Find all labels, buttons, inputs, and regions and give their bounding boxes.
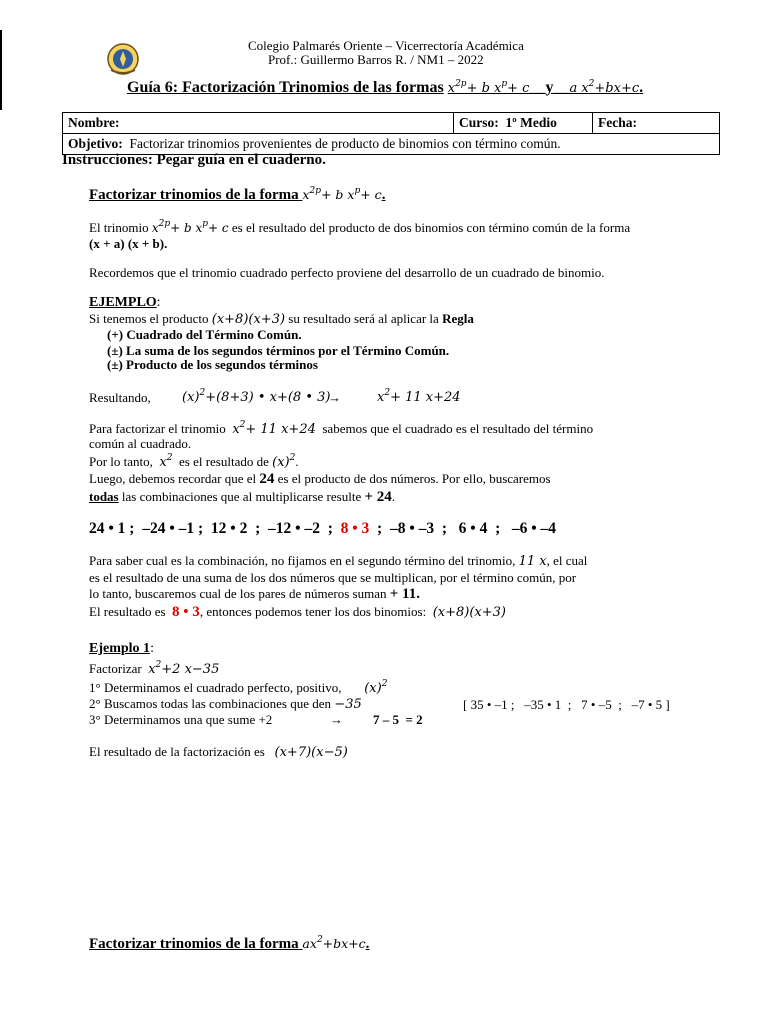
example1-arrow-icon: →	[330, 712, 343, 727]
example-line1: Si tenemos el producto (x+8)(x+3) su resultado será al aplicar la Regla	[89, 311, 474, 327]
binomial-form: (x + a) (x + b).	[89, 236, 168, 251]
title-prefix: Guía 6: Factorización Trinomios de las formas	[127, 79, 444, 96]
section1-paragraph2: Recordemos que el trinomio cuadrado perfecto proviene del desarrollo de un cuadrado de binomio.	[89, 265, 605, 280]
example1-step3: 3° Determinamos una que sume +2	[89, 712, 273, 727]
paragraph-e3: lo tanto, buscaremos cual de los pares de números suman + 11.	[89, 586, 420, 602]
paragraph-b: Por lo tanto, $x^2$ es el resultado de $(x)^2$.	[89, 453, 299, 470]
school-logo-icon	[106, 42, 140, 76]
title-y: y	[545, 79, 554, 96]
school-name: Colegio Palmarés Oriente – Vicerrectoría Académica	[248, 38, 524, 53]
rule-2: (±) La suma de los segundos términos por el Término Común.	[107, 343, 450, 358]
student-info-table	[62, 112, 720, 155]
instructions: Instrucciones: Pegar guía en el cuaderno.	[62, 152, 326, 168]
paragraph-d: todas las combinaciones que al multiplicarse resulte + 24.	[89, 489, 396, 505]
teacher-line: Prof.: Guillermo Barros R. / NM1 – 2022	[268, 52, 484, 67]
page-title: Guía 6: Factorización Trinomios de las formas $x^{2p}+ b$ $x^p+$ c__y__a $x^2+bx+c$.	[127, 79, 644, 96]
paragraph-a: Para factorizar el trinomio $x^2+ 11$ x+24 sabemos que el cuadrado es el resultado del término	[89, 420, 594, 437]
name-field[interactable]: Nombre:	[63, 113, 454, 134]
section1-heading: Factorizar trinomios de la forma $x^{2p}+ b$ $x^p+ c$.	[89, 186, 386, 203]
combinations-row: 24 • 1 ; –24 • –1 ; 12 • 2 ; –12 • –2 ; 8 • 3 ; –8 • –3 ; 6 • 4 ; –6 • –4	[89, 520, 557, 537]
example1-sum: 7 – 5 = 2	[373, 712, 423, 727]
arrow-icon: →	[328, 390, 341, 405]
course-field: Curso: 1º Medio	[454, 113, 593, 134]
resultando-final: $x^2+ 11$ x+24	[377, 388, 461, 405]
paragraph-e1: Para saber cual es la combinación, no fijamos en el segundo término del trinomio, 11 x, el cual	[89, 553, 588, 569]
example1-step2: 2° Buscamos todas las combinaciones que den −35	[89, 696, 362, 712]
page-edge-line	[0, 30, 2, 110]
paragraph-e2: es el resultado de una suma de los dos números que se multiplican, por el término común, por	[89, 570, 577, 585]
title-period: .	[639, 79, 644, 96]
example1-problem: Factorizar $x^2+2$ x−35	[89, 660, 220, 677]
example1-step1: 1° Determinamos el cuadrado perfecto, positivo, $(x)^2$	[89, 679, 388, 696]
resultando-expression: $(x)^2+(8+3)$ • x+(8 • 3)	[182, 388, 331, 405]
paragraph-c: Luego, debemos recordar que el 24 es el producto de dos números. Por ello, buscaremos	[89, 471, 551, 487]
example1-label: Ejemplo 1:	[89, 641, 154, 656]
date-field[interactable]: Fecha:	[593, 113, 720, 134]
example1-result: El resultado de la factorización es (x+7)(x−5)	[89, 744, 348, 760]
section2-heading: Factorizar trinomios de la forma $ax^2+bx+c$.	[89, 935, 370, 952]
section1-paragraph1: El trinomio $x^{2p}+ b$ $x^p+ c$ es el resultado del producto de dos binomios con término común de la forma	[89, 219, 631, 235]
highlighted-combination: 8 • 3	[340, 520, 370, 537]
resultando-label: Resultando,	[89, 390, 151, 405]
paragraph-f: El resultado es 8 • 3, entonces podemos tener los dos binomios: (x+8)(x+3)	[89, 604, 506, 620]
example-label: EJEMPLO:	[89, 295, 161, 310]
example1-combinations: [ 35 • –1 ; –35 • 1 ; 7 • –5 ; –7 • 5 ]	[463, 697, 670, 712]
objective-row: Objetivo: Factorizar trinomios provenientes de producto de binomios con término común.	[63, 134, 720, 155]
paragraph-a-cont: común al cuadrado.	[89, 436, 192, 451]
rule-3: (±) Producto de los segundos términos	[107, 357, 318, 372]
rule-1: (+) Cuadrado del Término Común.	[107, 327, 302, 342]
